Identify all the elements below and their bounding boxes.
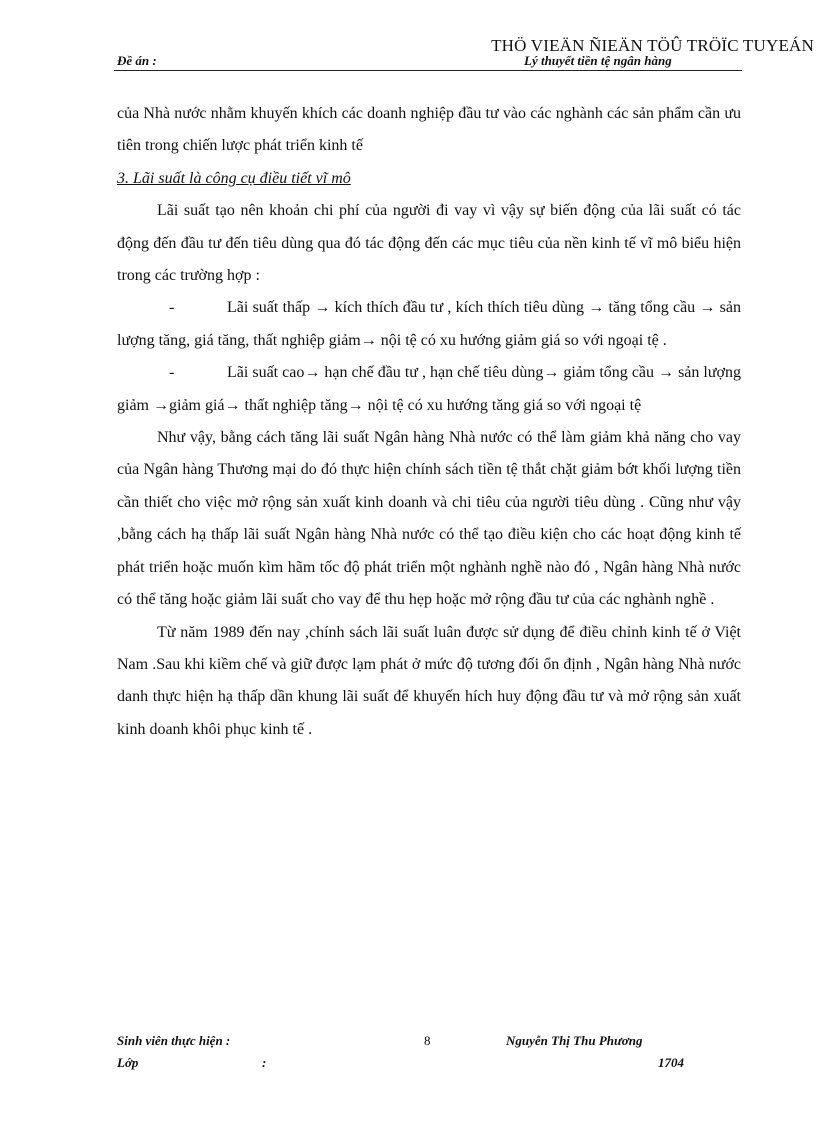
footer-student-label: Sinh viên thực hiện : (117, 1033, 231, 1048)
header-left-label: Đề án : (117, 53, 157, 68)
bullet-high-rate (117, 357, 741, 422)
header-divider (114, 70, 742, 71)
paragraph-continuation: của Nhà nước nhằm khuyến khích các doanh nghiệp đầu tư vào các nghành các sản phẩm cần ưu tiên trong chiến lược phát triển kinh tế (117, 105, 741, 155)
page-number: 8 (424, 1033, 431, 1048)
bullet-dash: - (169, 364, 175, 382)
bullet-text: Lãi suất thấp → kích thích đầu tư , kích thích tiêu dùng → tăng tổng cầu → sản lượng tăng, giá tăng, thất nghiệp giảm→ nội tệ có xu hướng giảm giá so với ngoại tệ . (117, 299, 741, 349)
bullet-dash: - (169, 299, 175, 317)
document-body (117, 98, 741, 746)
bullet-low-rate (117, 292, 741, 357)
paragraph-intro: Lãi suất tạo nên khoản chi phí của người đi vay vì vậy sự biến động của lãi suất có tác động đến đầu tư đến tiêu dùng qua đó tác động đến các mục tiêu của nền kinh tế vĩ mô biểu hiện trong các trường hợp : (117, 202, 741, 285)
paragraph-vietnam: Từ năm 1989 đến nay ,chính sách lãi suất luân được sử dụng để điều chỉnh kinh tế ở Việt Nam .Sau khi kiềm chế và giữ được lạm phát ở mức độ tương đối ổn định , Ngân hàng Nhà nước danh thực hiện hạ thấp dần khung lãi suất để khuyến hích huy động đầu tư và mở rộng sản xuất kinh doanh khôi phục kinh tế . (117, 623, 741, 738)
section-heading: 3. Lãi suất là công cụ điều tiết vĩ mô (117, 169, 351, 187)
bullet-text: Lãi suất cao→ hạn chế đầu tư , hạn chế tiêu dùng→ giảm tổng cầu → sản lượng giảm →giảm giá→ thất nghiệp tăng→ nội tệ có xu hướng tăng giá so với ngoại tệ (117, 364, 741, 414)
header-right-title: Lý thuyết tiền tệ ngân hàng (524, 53, 672, 68)
footer-student-name: Nguyễn Thị Thu Phương (506, 1033, 643, 1048)
footer-class-value: 1704 (658, 1055, 684, 1070)
watermark-text: THÖ VIEÄN ÑIEÄN TÖÛ TRÖÏC TUYEÁN (491, 36, 814, 55)
footer-class-label: Lớp (117, 1055, 139, 1070)
paragraph-policy: Như vậy, bằng cách tăng lãi suất Ngân hàng Nhà nước có thể làm giảm khả năng cho vay của Ngân hàng Thương mại do đó thực hiện chính sách tiền tệ thắt chặt giảm bớt khối lượng tiền cần thiết cho việc mở rộng sản xuất kinh doanh và chi tiêu của người tiêu dùng . Cũng như vậy ,bằng cách hạ thấp lãi suất Ngân hàng Nhà nước có thể tạo điều kiện cho các hoạt động kinh tế phát triển hoặc muốn kìm hãm tốc độ phát triển một nghành nghề nào đó , Ngân hàng Nhà nước có thể tăng hoặc giảm lãi suất cho vay để thu hẹp hoặc mở rộng đầu tư của các nghành nghề . (117, 429, 741, 609)
footer-class-colon: : (262, 1055, 267, 1070)
